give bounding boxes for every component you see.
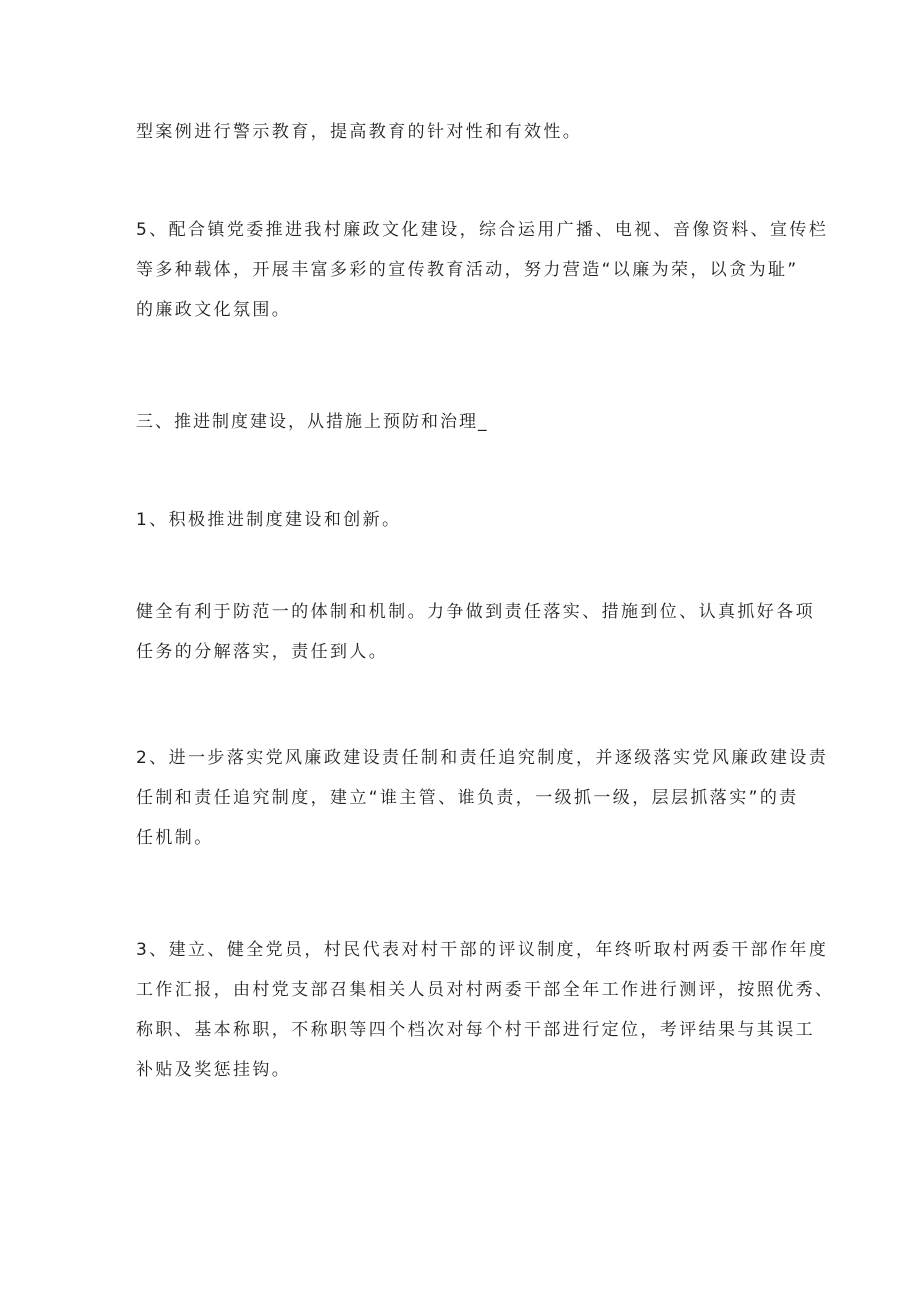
text-line: 型案例进行警示教育，提高教育的针对性和有效性。 (136, 122, 583, 142)
text-line: 称职、基本称职，不称职等四个档次对每个村干部进行定位，考评结果与其误工 (136, 1020, 815, 1040)
paragraph-item-5 (136, 210, 829, 330)
text-line: 1、积极推进制度建设和创新。 (136, 510, 402, 530)
text-line: 5、配合镇党委推进我村廉政文化建设，综合运用广播、电视、音像资料、宣传栏 (136, 220, 829, 240)
paragraph-mechanism (136, 592, 815, 672)
paragraph-item-3 (136, 930, 835, 1090)
section-heading-3 (136, 402, 796, 442)
text-line: 健全有利于防范一的体制和机制。力争做到责任落实、措施到位、认真抓好各项 (136, 602, 815, 622)
text-line: 任务的分解落实，责任到人。 (136, 642, 389, 662)
text-line: 补贴及奖惩挂钩。 (136, 1060, 292, 1080)
text-line: 3、建立、健全党员，村民代表对村干部的评议制度，年终听取村两委干部作年度 (136, 940, 829, 960)
text-line: 三、推进制度建设，从措施上预防和治理_ (136, 412, 489, 432)
paragraph-item-2 (136, 738, 829, 858)
text-line: 工作汇报，由村党支部召集相关人员对村两委干部全年工作进行测评，按照优秀、 (136, 980, 835, 1000)
paragraph-case-education (136, 112, 796, 152)
text-line: 任制和责任追究制度，建立“谁主管、谁负责，一级抓一级，层层抓落实”的责 (136, 788, 799, 808)
text-line: 等多种载体，开展丰富多彩的宣传教育活动，努力营造“以廉为荣，以贪为耻” (136, 260, 799, 280)
text-line: 任机制。 (136, 828, 214, 848)
text-line: 的廉政文化氛围。 (136, 300, 292, 320)
paragraph-item-1 (136, 500, 796, 540)
text-line: 2、进一步落实党风廉政建设责任制和责任追究制度，并逐级落实党风廉政建设责 (136, 748, 829, 768)
